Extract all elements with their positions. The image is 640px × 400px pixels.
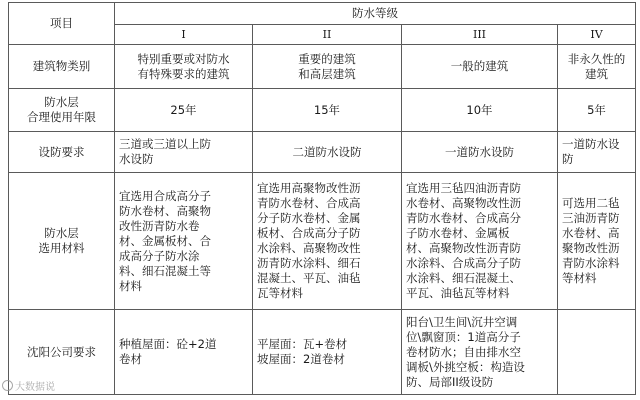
level-cell bbox=[115, 25, 253, 45]
data-cell bbox=[253, 173, 402, 310]
table-row bbox=[9, 45, 636, 89]
level-cell bbox=[402, 25, 558, 45]
cell-text: 15年 bbox=[313, 102, 341, 117]
cell-text: 25年 bbox=[170, 102, 197, 117]
data-cell bbox=[558, 132, 636, 173]
data-cell bbox=[253, 132, 402, 173]
data-cell bbox=[253, 89, 402, 132]
row-label-cell bbox=[9, 173, 115, 310]
item-header-label: 项目 bbox=[50, 16, 73, 30]
cell-text: 平屋面：瓦+卷材 坡屋面：2道卷材 bbox=[257, 337, 348, 366]
cell-text: 10年 bbox=[466, 102, 493, 117]
table-row bbox=[9, 132, 636, 173]
data-cell bbox=[402, 310, 558, 395]
waterproof-grade-table bbox=[8, 2, 636, 395]
cell-text: 宜选用高聚物改性沥 青防水卷材、合成高 分子防水卷材、金属 板材、合成高分子防 水涂料、高聚物改性 沥青防水涂料、细石 混凝土、平瓦、油毡 瓦等材料 bbox=[257, 181, 361, 300]
data-cell bbox=[402, 89, 558, 132]
data-cell bbox=[253, 310, 402, 395]
cell-text: 三道或三道以上防 水设防 bbox=[119, 137, 211, 166]
watermark-text: 大数据说 bbox=[15, 382, 55, 393]
data-cell bbox=[402, 45, 558, 89]
row-label-cell bbox=[9, 89, 115, 132]
table-row bbox=[9, 173, 636, 310]
data-cell bbox=[115, 310, 253, 395]
cell-text: 一道防水设防 bbox=[445, 144, 514, 159]
cell-text: 5年 bbox=[587, 102, 606, 117]
cell-text: 非永久性的 建筑 bbox=[567, 51, 626, 81]
data-cell bbox=[402, 132, 558, 173]
level-title: 防水等级 bbox=[352, 6, 398, 20]
level-cell bbox=[558, 25, 636, 45]
cell-text: 宜选用合成高分子 防水卷材、高聚物 改性沥青防水卷 材、金属板材、合 成高分子防水涂 料、细石混凝土等 材料 bbox=[119, 188, 211, 293]
data-cell bbox=[558, 89, 636, 132]
level-label: II bbox=[322, 28, 332, 41]
spec-table-frame bbox=[8, 2, 635, 396]
row-label-cell bbox=[9, 45, 115, 89]
cell-text: 可选用二毡 三油沥青防 水卷材、高 聚物改性沥 青防水涂料 等材料 bbox=[562, 196, 620, 285]
row-label: 设防要求 bbox=[38, 144, 85, 159]
data-cell bbox=[253, 45, 402, 89]
cell-text: 重要的建筑 和高层建筑 bbox=[298, 51, 356, 81]
level-cell bbox=[253, 25, 402, 45]
level-label: III bbox=[472, 28, 487, 41]
level-label: I bbox=[181, 28, 186, 41]
row-label-cell bbox=[9, 132, 115, 173]
data-cell bbox=[115, 89, 253, 132]
row-label: 防水层 合理使用年限 bbox=[27, 95, 96, 124]
cell-text: 一般的建筑 bbox=[450, 59, 509, 73]
level-label: IV bbox=[590, 28, 603, 41]
data-cell bbox=[558, 173, 636, 310]
row-label: 沈阳公司要求 bbox=[27, 344, 96, 359]
cell-text: 二道防水设防 bbox=[292, 144, 362, 159]
item-header-cell bbox=[9, 3, 115, 45]
data-cell bbox=[115, 132, 253, 173]
row-label: 防水层 选用材料 bbox=[38, 226, 85, 255]
data-cell bbox=[115, 45, 253, 89]
header-row bbox=[9, 3, 636, 25]
watermark bbox=[2, 378, 55, 393]
table-row bbox=[9, 89, 636, 132]
level-title-cell bbox=[115, 3, 636, 25]
cell-text: 特别重要或对防水 有特殊要求的建筑 bbox=[137, 51, 230, 81]
data-cell bbox=[558, 310, 636, 395]
data-cell bbox=[115, 173, 253, 310]
data-cell bbox=[558, 45, 636, 89]
row-label: 建筑物类别 bbox=[32, 59, 91, 73]
cell-text: 阳台\卫生间\沉井空调 位\飘窗顶：1道高分子 卷材防水；自由排水空 调板\外挑空板：构造设 防、局部II级设防 bbox=[406, 314, 525, 389]
cell-text: 宜选用三毡四油沥青防 水卷材、高聚物改性沥 青防水卷材、合成高分 子防水卷材、金属板 材、高聚物改性沥青防 水涂料、合成高分子防 水涂料、细石混凝土、 平瓦、油毡瓦等材料 bbox=[406, 181, 521, 300]
cell-text: 种植屋面：砼+2道 卷材 bbox=[119, 337, 217, 366]
table-row bbox=[9, 310, 636, 395]
data-cell bbox=[402, 173, 558, 310]
watermark-logo-icon bbox=[2, 380, 13, 391]
cell-text: 一道防水设 防 bbox=[562, 137, 620, 166]
